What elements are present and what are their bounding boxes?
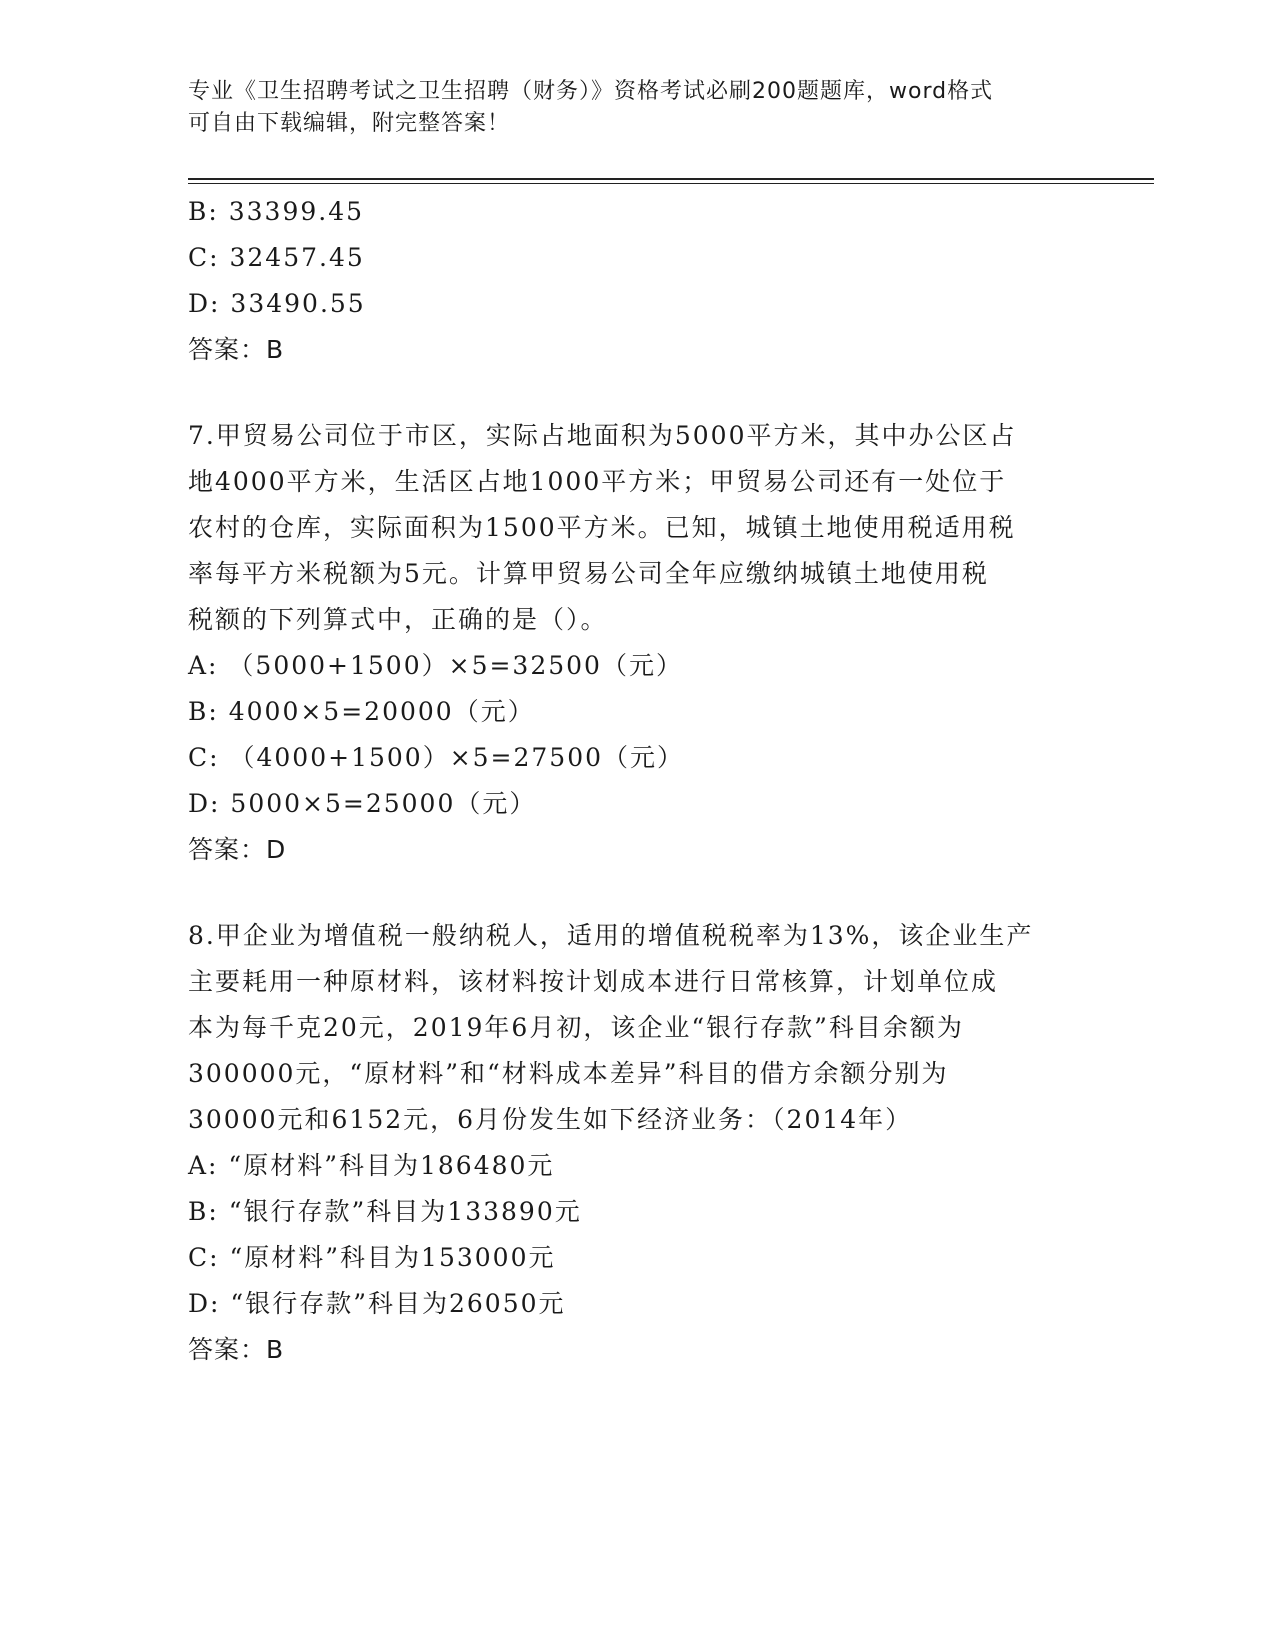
question-stem-line: 地4000平方米，生活区占地1000平方米；甲贸易公司还有一处位于 <box>188 467 1007 496</box>
option-c: C: （4000+1500）×5=27500（元） <box>188 743 685 772</box>
document-body <box>188 189 1088 1373</box>
option-c: C: “原材料”科目为153000元 <box>188 1243 556 1272</box>
option-d: D: 5000×5=25000（元） <box>188 789 537 818</box>
option-b: B: 33399.45 <box>188 197 365 226</box>
option-a: A: “原材料”科目为186480元 <box>188 1151 555 1180</box>
header-divider-top <box>188 178 1154 180</box>
question-stem-line: 300000元，“原材料”和“材料成本差异”科目的借方余额分别为 <box>188 1059 949 1088</box>
header-divider-bottom <box>188 183 1154 184</box>
question-stem-line: 农村的仓库，实际面积为1500平方米。已知，城镇土地使用税适用税 <box>188 513 1016 542</box>
previous-question-tail <box>188 189 1088 373</box>
option-b: B: 4000×5=20000（元） <box>188 697 535 726</box>
header-line-2: 可自由下载编辑，附完整答案！ <box>188 111 511 136</box>
header-line-1: 专业《卫生招聘考试之卫生招聘（财务）》资格考试必刷200题题库，word格式 <box>188 79 994 104</box>
question-stem-line: 税额的下列算式中，正确的是（）。 <box>188 605 608 634</box>
document-header <box>188 76 1088 140</box>
answer-line: 答案：D <box>188 835 287 864</box>
question-8 <box>188 913 1088 1373</box>
option-d: D: 33490.55 <box>188 289 366 318</box>
question-stem-line: 30000元和6152元，6月份发生如下经济业务：（2014年） <box>188 1105 913 1134</box>
question-stem-line: 7.甲贸易公司位于市区，实际占地面积为5000平方米，其中办公区占 <box>188 421 1017 450</box>
option-b: B: “银行存款”科目为133890元 <box>188 1197 582 1226</box>
question-7 <box>188 413 1088 873</box>
answer-line: 答案：B <box>188 335 285 364</box>
option-c: C: 32457.45 <box>188 243 365 272</box>
answer-line: 答案：B <box>188 1335 285 1364</box>
question-stem-line: 主要耗用一种原材料，该材料按计划成本进行日常核算，计划单位成 <box>188 967 999 996</box>
question-stem-line: 8.甲企业为增值税一般纳税人，适用的增值税税率为13%，该企业生产 <box>188 921 1034 950</box>
question-stem-line: 本为每千克20元，2019年6月初，该企业“银行存款”科目余额为 <box>188 1013 964 1042</box>
option-d: D: “银行存款”科目为26050元 <box>188 1289 566 1318</box>
question-stem-line: 率每平方米税额为5元。计算甲贸易公司全年应缴纳城镇土地使用税 <box>188 559 989 588</box>
option-a: A: （5000+1500）×5=32500（元） <box>188 651 683 680</box>
